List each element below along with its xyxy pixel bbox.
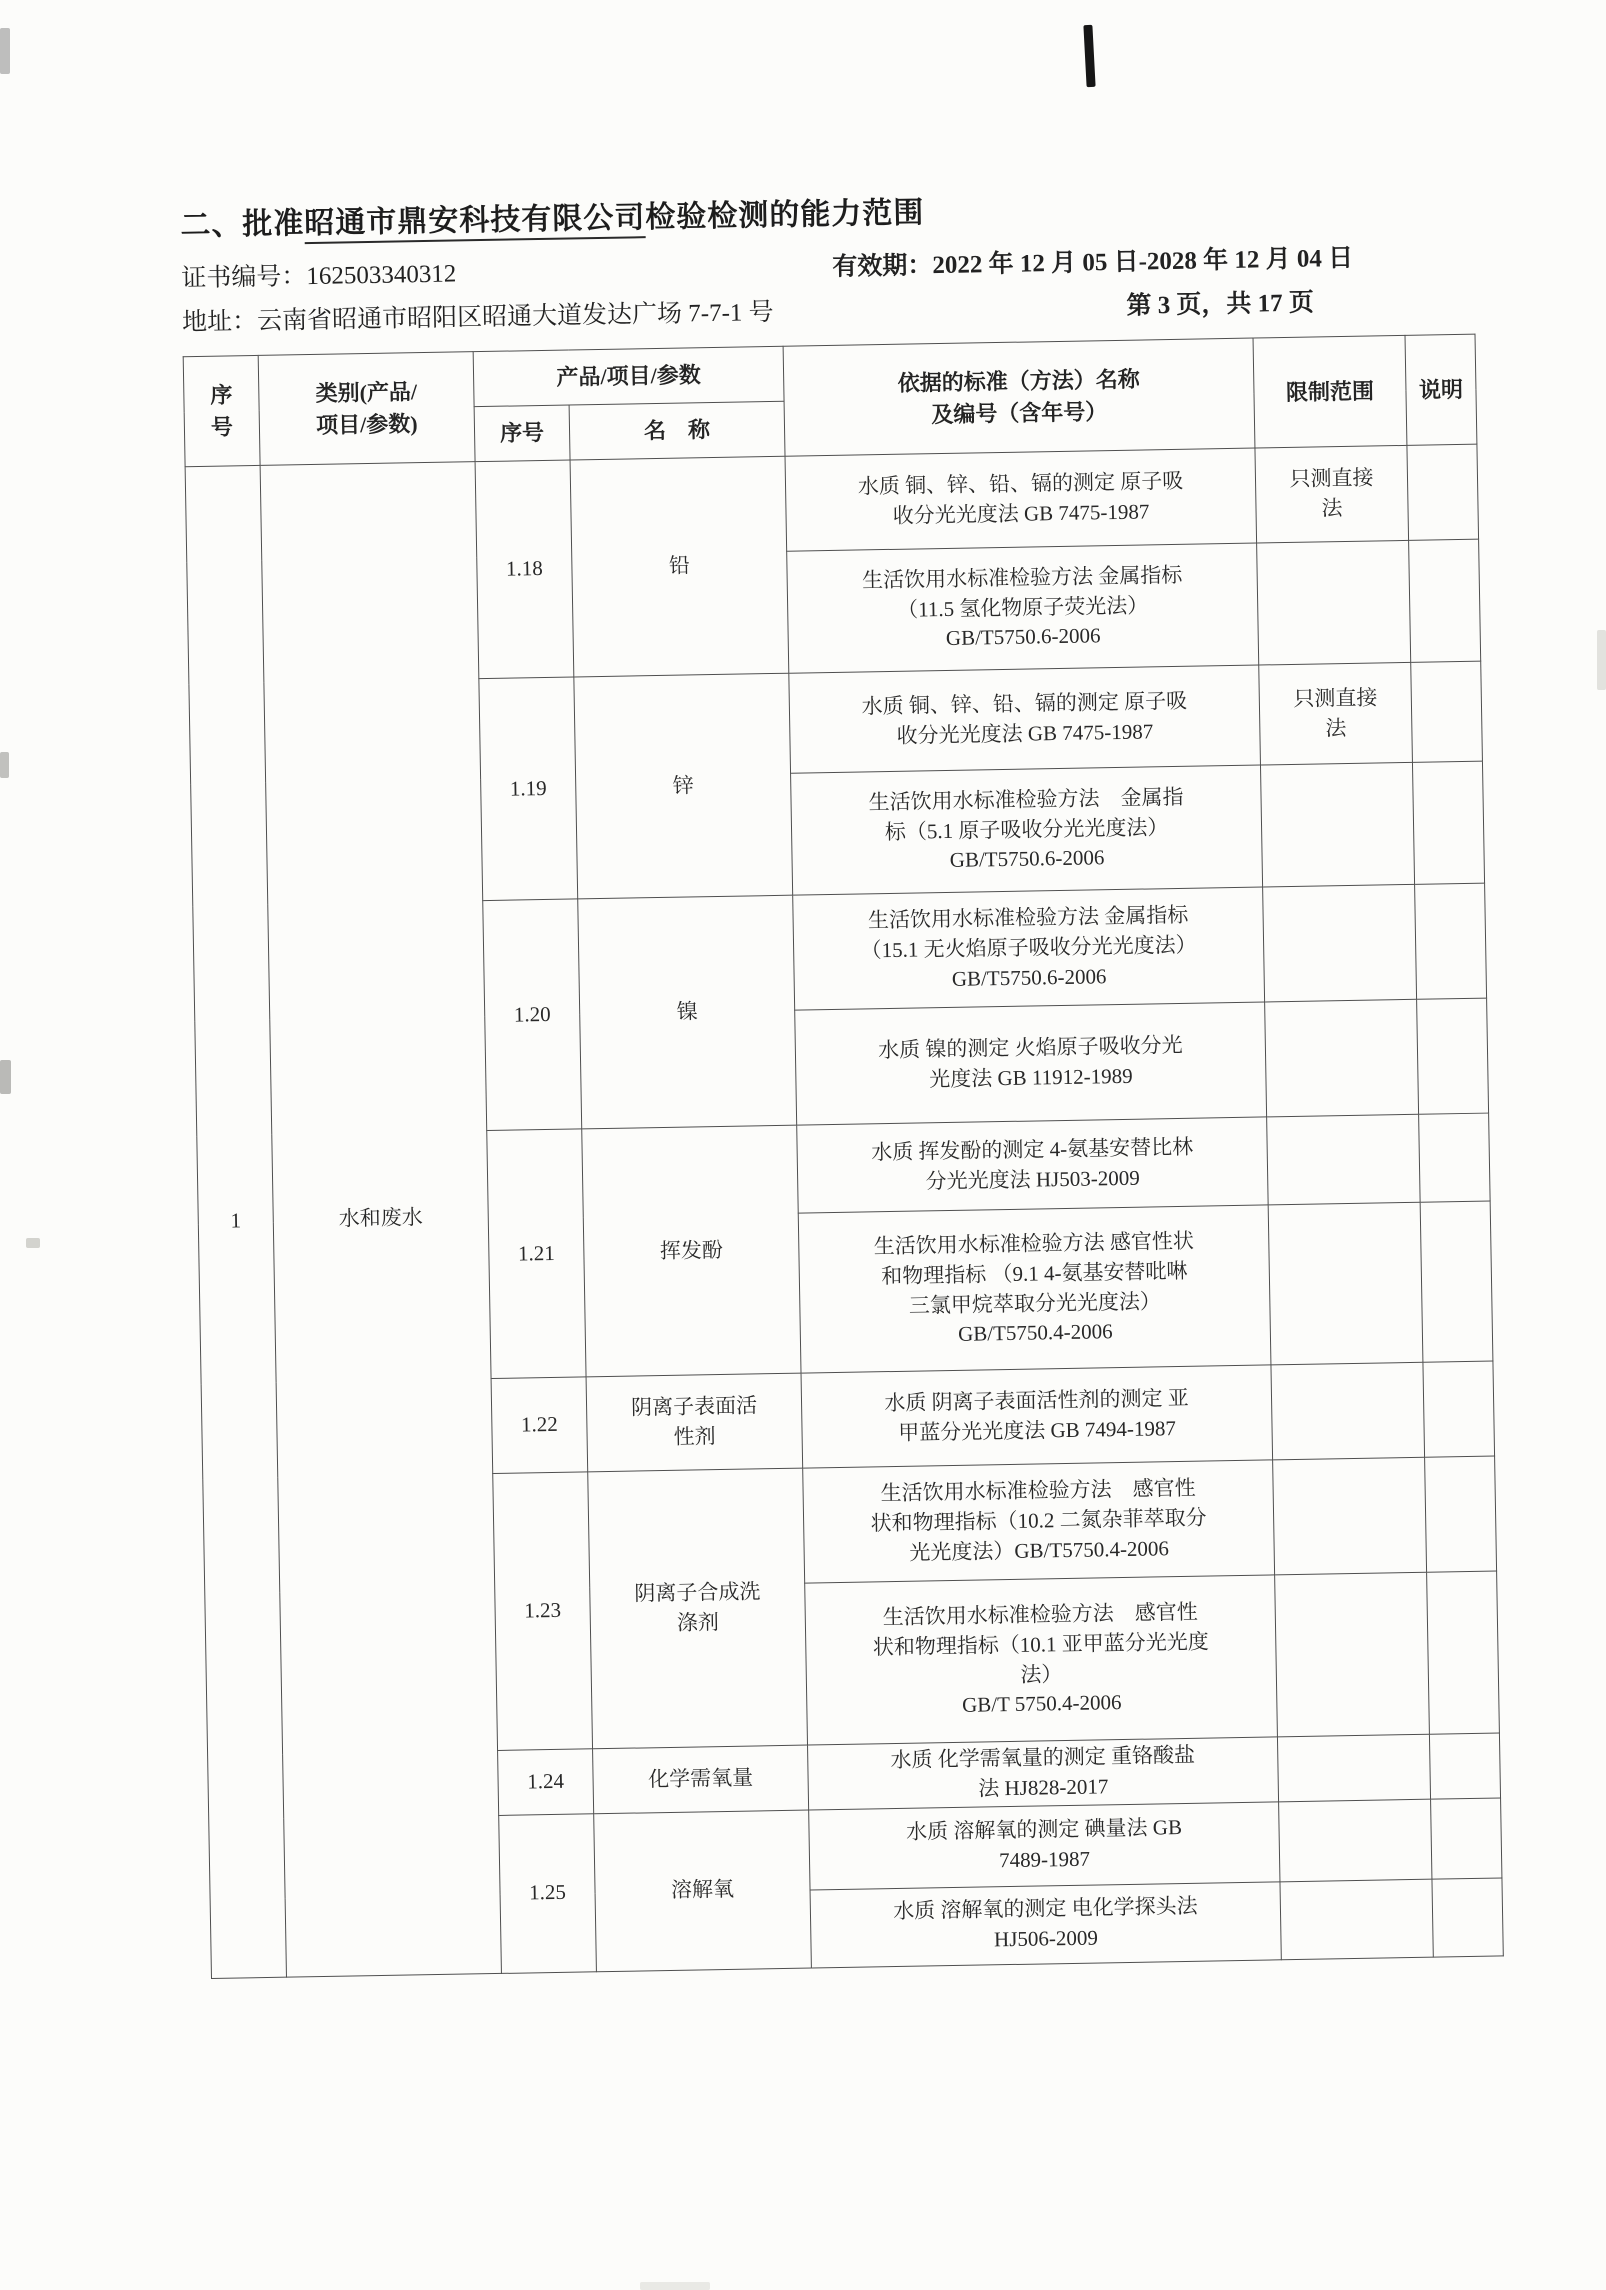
product-seq: 1.18 <box>475 460 574 679</box>
header-category: 类别(产品/ 项目/参数) <box>258 352 475 466</box>
limit-text <box>1257 540 1411 665</box>
scan-artifact <box>1083 25 1095 87</box>
product-seq: 1.23 <box>493 1472 593 1751</box>
page-number-info: 第 3 页，共 17 页 <box>1126 289 1315 320</box>
cert-number-line <box>181 253 457 294</box>
limit-text <box>1275 1572 1430 1737</box>
standard-text: 生活饮用水标准检验方法 感官性状 和物理指标 （9.1 4-氨基安替吡啉 三氯甲烷萃取分光光度法） GB/T5750.4-2006 <box>798 1205 1271 1373</box>
standard-text: 生活饮用水标准检验方法 感官性 状和物理指标（10.1 亚甲蓝分光光度 法） GB/T 5750.4-2006 <box>805 1575 1278 1745</box>
document-content <box>180 178 1503 1979</box>
header-standard: 依据的标准（方法）名称 及编号（含年号） <box>783 338 1255 456</box>
standard-text: 水质 镍的测定 火焰原子吸收分光 光度法 GB 11912-1989 <box>795 1002 1267 1125</box>
note-cell <box>1417 998 1489 1114</box>
product-seq: 1.21 <box>487 1129 586 1379</box>
note-cell <box>1407 444 1479 540</box>
note-cell <box>1427 1571 1500 1734</box>
address-value: 云南省昭通市昭阳区昭通大道发达广场 7-7-1 号 <box>256 298 774 335</box>
note-cell <box>1412 761 1484 884</box>
scan-artifact <box>26 1238 40 1248</box>
product-seq: 1.24 <box>498 1749 594 1815</box>
scan-artifact <box>1597 630 1606 690</box>
limit-text <box>1273 1457 1427 1575</box>
header-product-seq: 序号 <box>474 405 570 462</box>
product-seq: 1.22 <box>491 1377 588 1474</box>
standard-text: 生活饮用水标准检验方法 感官性 状和物理指标（10.2 二氮杂菲萃取分 光光度法）GB/T5750.4-2006 <box>803 1460 1275 1583</box>
address-label: 地址： <box>181 307 258 337</box>
cert-number-label: 证书编号： <box>181 263 307 293</box>
note-cell <box>1409 539 1481 662</box>
header-note: 说明 <box>1405 334 1477 445</box>
product-name: 镍 <box>578 895 797 1129</box>
note-cell <box>1431 1798 1502 1879</box>
limit-text <box>1277 1734 1430 1801</box>
scan-artifact <box>0 1060 11 1094</box>
note-cell <box>1420 1201 1493 1362</box>
page-title <box>180 178 1473 245</box>
header-limit: 限制范围 <box>1253 335 1407 448</box>
standard-text: 水质 挥发酚的测定 4-氨基安替比林 分光光度法 HJ503-2009 <box>797 1117 1268 1213</box>
capability-table <box>183 334 1504 1979</box>
address-line <box>182 292 774 338</box>
product-seq: 1.20 <box>483 899 582 1131</box>
limit-text <box>1280 1879 1433 1960</box>
scan-artifact <box>0 752 9 778</box>
product-name: 阴离子合成洗 涤剂 <box>588 1468 808 1749</box>
standard-text: 水质 化学需氧量的测定 重铬酸盐 法 HJ828-2017 <box>808 1737 1279 1810</box>
product-name: 锌 <box>574 673 793 899</box>
note-cell <box>1425 1456 1497 1572</box>
standard-text: 水质 溶解氧的测定 碘量法 GB 7489-1987 <box>809 1801 1280 1889</box>
product-name: 铅 <box>570 456 789 677</box>
product-seq: 1.25 <box>499 1813 597 1973</box>
standard-text: 水质 铜、锌、铅、镉的测定 原子吸 收分光光度法 GB 7475-1987 <box>789 665 1261 773</box>
product-name: 溶解氧 <box>594 1810 812 1972</box>
note-cell <box>1423 1361 1495 1457</box>
note-cell <box>1432 1878 1503 1957</box>
standard-text: 水质 铜、锌、铅、镉的测定 原子吸 收分光光度法 GB 7475-1987 <box>785 448 1257 551</box>
limit-text: 只测直接 法 <box>1259 662 1413 765</box>
product-name: 阴离子表面活 性剂 <box>586 1373 803 1472</box>
product-name: 挥发酚 <box>582 1125 801 1377</box>
note-cell <box>1411 661 1483 762</box>
limit-text <box>1268 1202 1423 1365</box>
limit-text <box>1271 1362 1425 1460</box>
limit-text <box>1263 884 1417 1002</box>
note-cell <box>1429 1733 1500 1799</box>
category-seq: 1 <box>185 465 286 1978</box>
title-suffix: 检验检测的能力范围 <box>645 196 925 235</box>
certificate-info <box>181 236 1474 339</box>
product-name: 化学需氧量 <box>593 1745 809 1813</box>
title-company-name: 昭通市鼎安科技有限公司 <box>304 201 646 244</box>
standard-text: 生活饮用水标准检验方法 金属指 标（5.1 原子吸收分光光度法） GB/T5750.6-2006 <box>791 765 1263 895</box>
note-cell <box>1415 883 1487 999</box>
limit-text <box>1260 762 1414 887</box>
limit-text <box>1265 999 1419 1117</box>
product-seq: 1.19 <box>479 677 578 901</box>
note-cell <box>1419 1113 1491 1202</box>
standard-text: 生活饮用水标准检验方法 金属指标 （15.1 无火焰原子吸收分光光度法） GB/T5750.6-2006 <box>793 887 1265 1010</box>
limit-text <box>1279 1799 1432 1882</box>
validity-text: 有效期：2022 年 12 月 05 日-2028 年 12 月 04 日 <box>832 244 1354 281</box>
header-seq: 序 号 <box>183 355 260 466</box>
category-name: 水和废水 <box>260 462 501 1977</box>
standard-text: 生活饮用水标准检验方法 金属指标 （11.5 氢化物原子荧光法） GB/T5750.6-2006 <box>787 543 1259 673</box>
title-prefix: 二、批准 <box>180 207 305 243</box>
limit-text <box>1267 1114 1421 1205</box>
header-product-name: 名 称 <box>569 401 785 460</box>
scan-artifact <box>0 28 10 74</box>
limit-text: 只测直接 法 <box>1255 445 1409 543</box>
scan-artifact <box>640 2282 710 2290</box>
header-product-group: 产品/项目/参数 <box>473 346 784 406</box>
standard-text: 水质 溶解氧的测定 电化学探头法 HJ506-2009 <box>810 1881 1281 1967</box>
standard-text: 水质 阴离子表面活性剂的测定 亚 甲蓝分光光度法 GB 7494-1987 <box>801 1365 1273 1468</box>
cert-number-value: 162503340312 <box>306 260 457 291</box>
